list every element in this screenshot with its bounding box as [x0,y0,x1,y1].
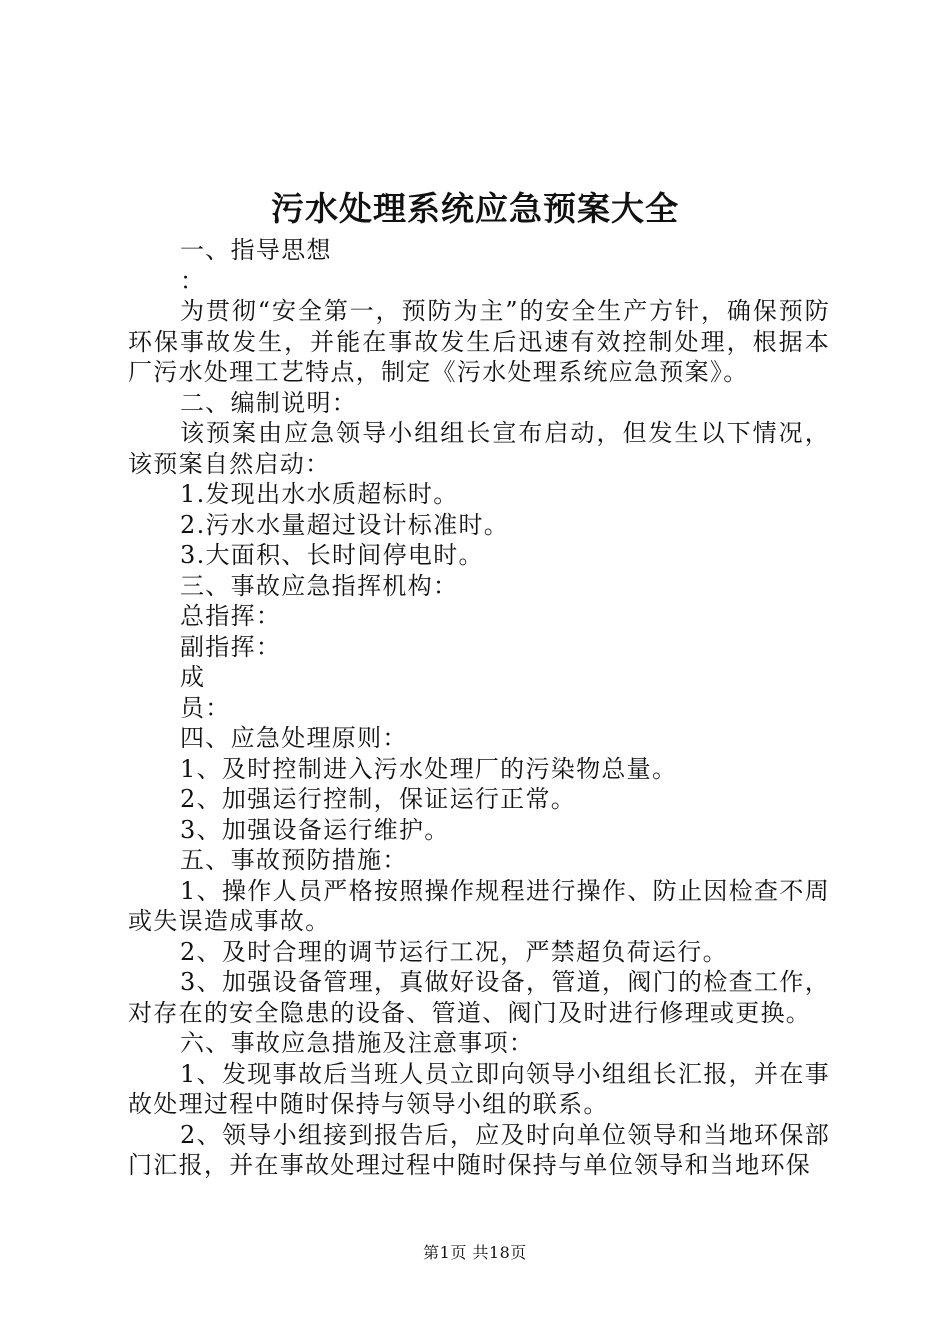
page-footer: 第1页 共18页 [423,1243,527,1262]
paragraph: 副指挥： [180,632,282,661]
list-item: 3.大面积、长时间停电时。 [180,541,484,569]
document-title: 污水处理系统应急预案大全 [271,189,679,228]
section-heading-1: 一、指导思想 [180,236,332,264]
list-item: 1、及时控制进入污水处理厂的污染物总量。 [180,754,678,783]
paragraph: ： [180,266,206,295]
section-heading-2: 二、编制说明： [180,388,358,417]
paragraph: 为贯彻“安全第一，预防为主”的安全生产方针，确保预防环保事故发生，并能在事故发生后迅速有效控制处理，根据本厂污水处理工艺特点，制定《污水处理系统应急预案》。 [128,297,830,386]
list-item: 2、加强运行控制，保证运行正常。 [180,785,577,813]
list-item: 1、操作人员严格按照操作规程进行操作、防止因检查不周或失误造成事故。 [128,876,830,935]
section-heading-4: 四、应急处理原则： [180,724,408,752]
list-item: 1.发现出水水质超标时。 [180,480,459,508]
list-item: 1、发现事故后当班人员立即向领导小组组长汇报，并在事故处理过程中随时保持与领导小组的联系。 [128,1059,830,1118]
section-heading-3: 三、事故应急指挥机构： [180,571,459,600]
list-item: 2、领导小组接到报告后，应及时向单位领导和当地环保部门汇报，并在事故处理过程中随时保持与单位领导和当地环保 [128,1120,830,1179]
section-heading-6: 六、事故应急措施及注意事项： [180,1029,535,1057]
list-item: 3、加强设备管理，真做好设备，管道，阀门的检查工作，对存在的安全隐患的设备、管道、阀门及时进行修理或更换。 [128,968,830,1027]
list-item: 2.污水水量超过设计标准时。 [180,510,510,539]
document-body [128,235,830,1181]
section-heading-5: 五、事故预防措施： [180,846,408,874]
paragraph: 员： [180,693,231,722]
list-item: 3、加强设备运行维护。 [180,815,450,844]
paragraph: 该预案由应急领导小组组长宣布启动，但发生以下情况，该预案自然启动： [128,419,830,478]
paragraph: 成 [180,663,206,691]
list-item: 2、及时合理的调节运行工况，严禁超负荷运行。 [180,937,728,966]
paragraph: 总指挥： [180,602,282,630]
